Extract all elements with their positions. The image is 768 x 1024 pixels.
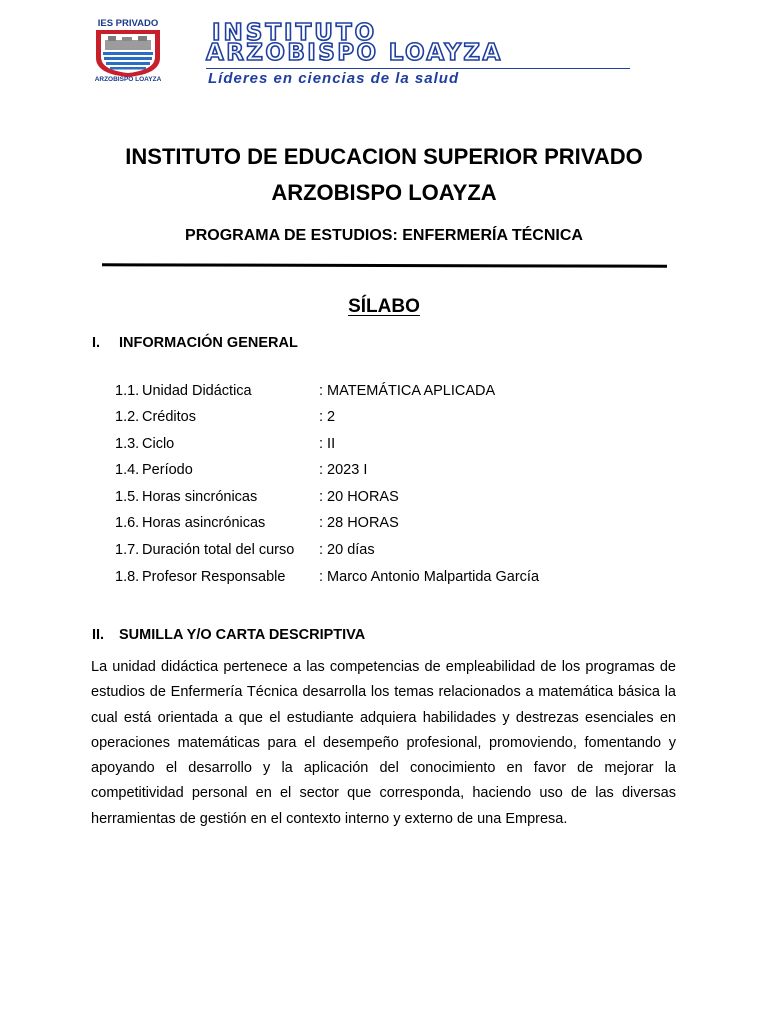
info-row [115,460,675,482]
info-label: Período [142,462,193,478]
info-label: Duración total del curso [142,542,295,558]
crest-bottom-text: ARZOBISPO LOAYZA [94,76,162,83]
info-row [115,434,675,456]
crest-shield-icon [92,28,164,78]
info-number: 1.1. [115,383,140,399]
info-label: Horas sincrónicas [142,489,258,505]
institute-crest [88,16,168,92]
info-value: : 20 HORAS [319,489,399,505]
section1-number: I. [92,335,101,351]
syllabus-heading [0,296,768,318]
section2-title: SUMILLA Y/O CARTA DESCRIPTIVA [119,627,366,643]
info-label: Unidad Didáctica [142,383,252,399]
info-row [115,381,675,403]
info-number: 1.5. [115,489,140,505]
document-title-line1: INSTITUTO DE EDUCACION SUPERIOR PRIVADO [125,144,643,169]
brand-divider [206,68,630,69]
info-value: : 20 días [319,542,375,558]
info-row [115,407,675,429]
summary-paragraph: La unidad didáctica pertenece a las competencias de empleabilidad de los programas de estudios de Enfermería Técnica desarrolla los temas relacionados a matemática básica la cual está orientada a que el estudiante adquiera habilidades y destrezas esenciales en operaciones matemáticas para el desempeño profesional, promoviendo, fomentando y apoyando el desarrollo y la aplicación del conocimiento en favor de mejorar la competitividad personal en el sector que corresponda, haciendo uso de las diversas herramientas de gestión en el contexto interno y externo de una Empresa. [91,659,676,827]
info-value: : 28 HORAS [319,515,399,531]
syllabus-heading-text: SÍLABO [348,296,420,317]
info-row [115,513,675,535]
info-label: Profesor Responsable [142,569,286,585]
info-number: 1.7. [115,542,140,558]
info-row [115,540,675,562]
program-title: PROGRAMA DE ESTUDIOS: ENFERMERÍA TÉCNICA [185,227,583,244]
info-value: : 2 [319,409,336,425]
brand-name-line2: ARZOBISPO LOAYZA [206,40,503,66]
info-value: : Marco Antonio Malpartida García [319,569,540,585]
document-title-line2: ARZOBISPO LOAYZA [271,180,497,205]
info-label: Horas asincrónicas [142,515,266,531]
brand-slogan: Líderes en ciencias de la salud [208,70,460,87]
info-number: 1.4. [115,462,140,478]
info-value: : MATEMÁTICA APLICADA [319,383,496,399]
info-label: Créditos [142,409,196,425]
info-value: : 2023 I [319,462,368,478]
brand-name-line1: INSTITUTO [212,20,378,46]
info-number: 1.3. [115,436,140,452]
section1-title: INFORMACIÓN GENERAL [119,335,298,351]
info-row [115,567,675,589]
info-row [115,487,675,509]
section2-number: II. [92,627,105,643]
info-number: 1.6. [115,515,140,531]
info-value: : II [319,436,336,452]
info-number: 1.8. [115,569,140,585]
info-number: 1.2. [115,409,140,425]
crest-top-text: IES PRIVADO [97,18,159,29]
info-label: Ciclo [142,436,175,452]
title-divider [102,263,667,267]
